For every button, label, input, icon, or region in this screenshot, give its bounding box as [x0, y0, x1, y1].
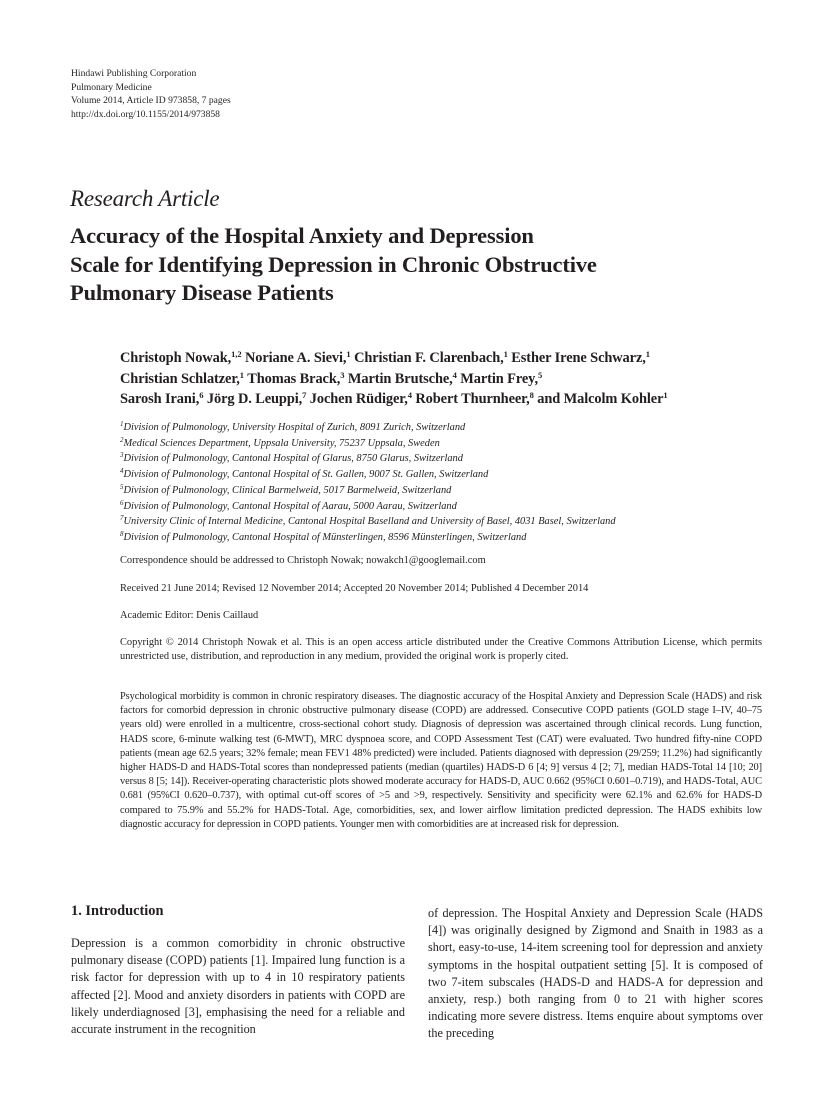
section-heading: 1. Introduction [71, 903, 164, 919]
author-name: Christian F. Clarenbach, [354, 350, 504, 366]
academic-editor: Academic Editor: Denis Caillaud [120, 610, 259, 621]
author-line [120, 348, 770, 369]
affiliation-number: 3 [120, 451, 124, 460]
affiliation-item [120, 483, 616, 499]
author-affiliation-ref: 1 [346, 349, 351, 359]
author-affiliation-ref: 4 [407, 390, 412, 400]
affiliation-item [120, 467, 616, 483]
affiliation-text: Division of Pulmonology, Cantonal Hospital of Münsterlingen, 8596 Münsterlingen, Switzerland [123, 531, 527, 543]
author-affiliation-ref: 7 [302, 390, 307, 400]
author-name: Christian Schlatzer, [120, 370, 240, 387]
affiliation-number: 1 [120, 420, 124, 428]
author-affiliation-ref: 5 [537, 369, 543, 380]
affiliation-item [120, 530, 616, 546]
intro-paragraph-left: Depression is a common comorbidity in chronic obstructive pulmonary disease (COPD) patients [1]. Impaired lung function is a risk factor for depression with up to 4 in 10 respiratory patients affected [2]. Mood and anxiety disorders in patients with COPD are likely underdiagnosed [3], emphasising the need for a reliable and accurate instrument in the recognition [71, 936, 405, 1037]
author-name: Noriane A. Sievi, [244, 350, 347, 366]
affiliation-text: Medical Sciences Department, Uppsala University, 75237 Uppsala, Sweden [123, 437, 440, 449]
title-line: Scale for Identifying Depression in Chronic Obstructive [70, 251, 597, 277]
journal-name: Pulmonary Medicine [71, 81, 152, 93]
author-list [120, 348, 770, 410]
affiliation-item [120, 436, 616, 452]
abstract: Psychological morbidity is common in chronic respiratory diseases. The diagnostic accuracy of the Hospital Anxiety and Depression Scale (HADS) and risk factors for comorbid depression in chronic obstructive pulmonary disease (COPD) are addressed. Consecutive COPD patients (GOLD stage I–IV, 40–75 years old) were enrolled in a multicentre, cross-sectional cohort study. Diagnosis of depression was ascertained through clinical records. Lung function, HADS score, 6-minute walking test (6-MWT), MRC dyspnoea score, and COPD Assessment Test (CAT) were evaluated. Two hundred fifty-nine COPD patients (mean age 62.5 years; 32% female; mean FEV1 48% predicted) were included. Patients diagnosed with depression (29/259; 11.2%) had significantly higher HADS-D and HADS-Total scores than nondepressed patients (median (quartiles) HADS-D 6 [4; 9] versus 4 [2; 7], median HADS-Total 14 [10; 20] versus 8 [5; 14]). Receiver-operating characteristic plots showed moderate accuracy for HADS-D, AUC 0.662 (95%CI 0.601–0.719), and HADS-Total, AUC 0.681 (95%CI 0.620–0.737), with optimal cut-off scores of >5 and >9, respectively. Sensitivity and specificity were 62.1% and 62.6% for HADS-D compared to 75.9% and 55.2% for HADS-Total. Age, comorbidities, sex, and lower airflow limitation predicted depression. The HADS exhibits low diagnostic accuracy for depression in COPD patients. Younger men with comorbidities are at increased risk for depression. [120, 691, 762, 830]
article-title [70, 222, 597, 308]
correspondence: Correspondence should be addressed to Christoph Nowak; nowakch1@googlemail.com [120, 555, 486, 566]
author-line [120, 389, 770, 410]
author-name: Thomas Brack, [247, 370, 341, 387]
copyright-notice: Copyright © 2014 Christoph Nowak et al. This is an open access article distributed under the Creative Commons Attribution License, which permits unrestricted use, distribution, and reproduction in any medium, provided the original work is properly cited. [120, 637, 762, 663]
affiliation-number: 6 [120, 498, 124, 507]
author-affiliation-ref: 4 [452, 369, 457, 380]
affiliation-item [120, 420, 616, 436]
affiliation-number: 5 [120, 482, 124, 491]
publisher: Hindawi Publishing Corporation [71, 68, 197, 79]
affiliation-item [120, 499, 616, 515]
affiliation-number: 8 [120, 529, 124, 538]
affiliation-item [120, 514, 616, 530]
author-affiliation-ref: 1 [645, 349, 650, 359]
author-name: Martin Brutsche, [347, 370, 453, 387]
volume-info: Volume 2014, Article ID 973858, 7 pages [71, 95, 231, 107]
author-affiliation-ref: 1,2 [231, 349, 242, 359]
author-name: Martin Frey, [460, 370, 538, 387]
article-type: Research Article [70, 186, 220, 211]
affiliation-text: Division of Pulmonology, Cantonal Hospital of Glarus, 8750 Glarus, Switzerland [123, 453, 463, 465]
author-affiliation-ref: 6 [199, 390, 204, 400]
affiliation-number: 4 [120, 467, 124, 476]
affiliation-item [120, 451, 616, 467]
affiliation-text: Division of Pulmonology, University Hospital of Zurich, 8091 Zurich, Switzerland [123, 422, 466, 433]
affiliation-number: 7 [120, 514, 124, 523]
affiliation-text: University Clinic of Internal Medicine, Cantonal Hospital Baselland and University of Basel, 4031 Basel, Switzerland [123, 516, 616, 528]
author-name: Jochen Rüdiger, [309, 391, 408, 407]
journal-header [71, 67, 231, 121]
affiliation-number: 2 [120, 435, 124, 444]
affiliation-text: Division of Pulmonology, Clinical Barmelweid, 5017 Barmelweid, Switzerland [123, 484, 452, 496]
author-name: Robert Thurnheer, [415, 391, 530, 407]
author-name: Esther Irene Schwarz, [511, 350, 646, 366]
affiliation-text: Division of Pulmonology, Cantonal Hospital of Aarau, 5000 Aarau, Switzerland [123, 500, 457, 512]
title-line: Accuracy of the Hospital Anxiety and Depression [70, 223, 534, 248]
author-name: and Malcolm Kohler [537, 391, 664, 407]
affiliation-text: Division of Pulmonology, Cantonal Hospital of St. Gallen, 9007 St. Gallen, Switzerland [123, 469, 489, 481]
affiliation-list [120, 420, 616, 546]
publication-dates: Received 21 June 2014; Revised 12 November 2014; Accepted 20 November 2014; Published 4 December 2014 [120, 583, 589, 594]
intro-paragraph-right: of depression. The Hospital Anxiety and Depression Scale (HADS [4]) was originally designed by Zigmond and Snaith in 1983 as a short, easy-to-use, 14-item screening tool for depression and anxiety symptoms in the hospital outpatient setting [5]. It is composed of two 7-item subscales (HADS-D and HADS-A for depression and anxiety, resp.) both ranging from 0 to 21 with higher scores indicating more severe distress. Items enquire about symptoms over the preceding [428, 906, 763, 1041]
title-line: Pulmonary Disease Patients [70, 280, 334, 305]
author-affiliation-ref: 8 [529, 390, 534, 400]
author-name: Jörg D. Leuppi, [206, 391, 303, 407]
author-affiliation-ref: 1 [239, 369, 244, 380]
author-name: Christoph Nowak, [120, 350, 232, 366]
author-affiliation-ref: 3 [340, 369, 345, 380]
author-line [120, 369, 770, 390]
doi-link[interactable]: http://dx.doi.org/10.1155/2014/973858 [71, 108, 220, 120]
author-affiliation-ref: 1 [663, 390, 668, 400]
author-affiliation-ref: 1 [503, 349, 508, 359]
author-name: Sarosh Irani, [120, 391, 200, 407]
